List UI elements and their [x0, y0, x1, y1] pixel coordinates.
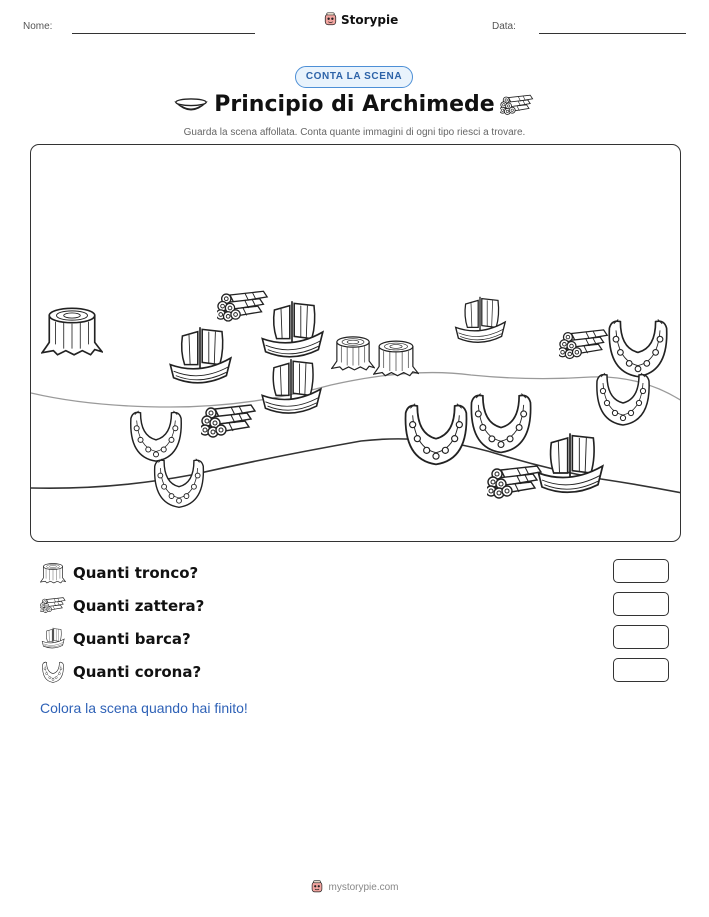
stump-icon — [373, 337, 419, 379]
boat-icon — [535, 431, 605, 501]
instructions: Guarda la scena affollata. Conta quante immagini di ogni tipo riesci a trovare. — [183, 127, 526, 138]
boat-icon — [40, 627, 66, 651]
raft-icon — [559, 327, 609, 365]
raft-icon — [500, 94, 534, 118]
raft-icon — [201, 403, 257, 443]
question-row — [40, 593, 204, 619]
storypie-mascot-icon — [323, 12, 338, 27]
page-title: Principio di Archimede — [214, 92, 495, 117]
storypie-mascot-icon — [310, 880, 324, 894]
name-label: Nome: — [23, 21, 53, 32]
stump-icon — [40, 561, 66, 585]
answer-box-corona[interactable] — [613, 658, 669, 682]
question-text: Quanti barca? — [73, 630, 191, 648]
date-label: Data: — [492, 21, 516, 32]
question-text: Quanti zattera? — [73, 597, 205, 615]
brand-name: Storypie — [341, 12, 399, 27]
boat-icon — [453, 295, 507, 349]
question-row — [40, 560, 198, 586]
crown-icon — [593, 369, 653, 429]
stump-icon — [41, 305, 103, 357]
footer-url[interactable]: mystorypie.com — [328, 881, 399, 893]
boat-icon — [259, 357, 323, 421]
answer-box-zattera[interactable] — [613, 592, 669, 616]
answer-box-tronco[interactable] — [613, 559, 669, 583]
storypie-logo — [323, 12, 398, 27]
boat-icon — [259, 299, 325, 365]
color-instruction: Colora la scena quando hai finito! — [40, 700, 248, 716]
crown-icon — [467, 389, 535, 457]
question-text: Quanti corona? — [73, 663, 202, 681]
activity-badge: CONTA LA SCENA — [295, 66, 413, 88]
question-text: Quanti tronco? — [73, 564, 199, 582]
crown-icon — [40, 660, 66, 684]
name-field-line[interactable] — [72, 33, 255, 34]
raft-icon — [40, 594, 66, 618]
crown-icon — [401, 399, 471, 469]
question-row — [40, 626, 191, 652]
stump-icon — [331, 333, 375, 373]
crown-icon — [151, 455, 207, 511]
question-row — [40, 659, 201, 685]
answer-box-barca[interactable] — [613, 625, 669, 649]
boat-icon — [167, 325, 233, 391]
search-scene — [30, 144, 681, 542]
footer — [0, 880, 709, 894]
date-field-line[interactable] — [539, 33, 686, 34]
